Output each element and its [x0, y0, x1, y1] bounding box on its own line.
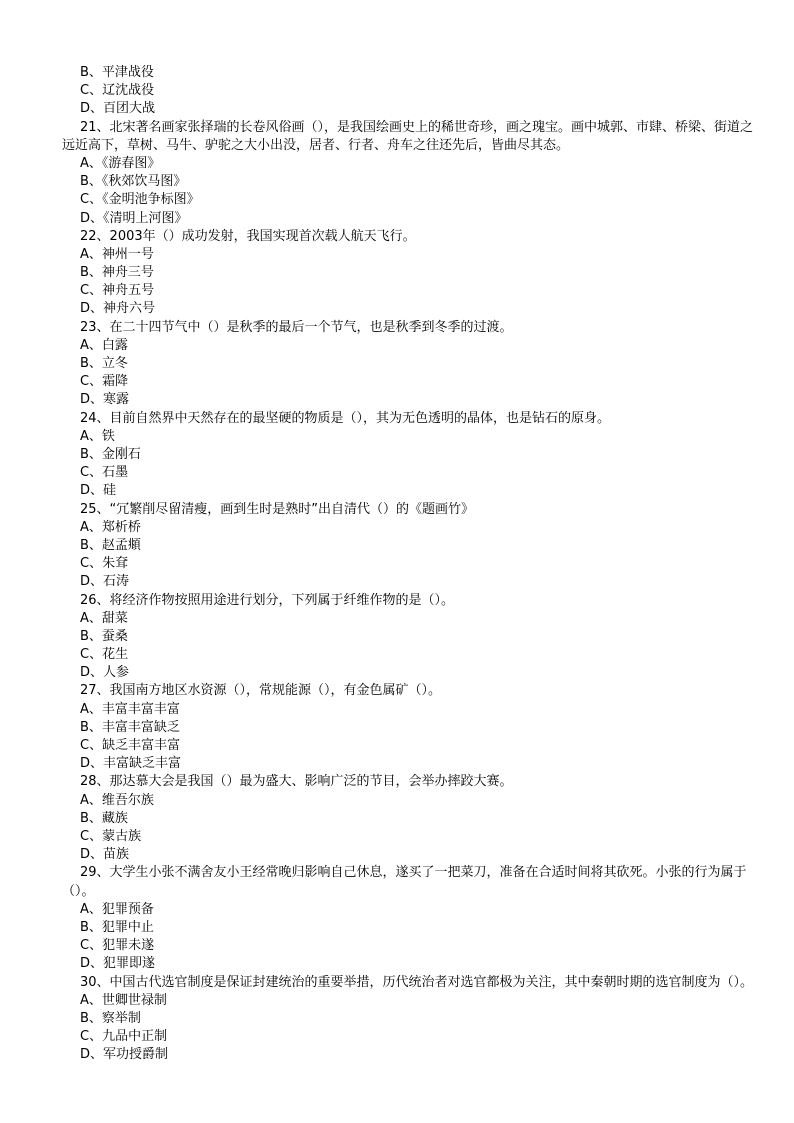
- option-c: C、九品中正制: [80, 1029, 168, 1045]
- option-b: B、立冬: [80, 356, 128, 372]
- option-d: D、人参: [80, 665, 130, 681]
- option-d: D、硅: [80, 483, 117, 499]
- option-b: B、藏族: [80, 810, 128, 826]
- option-d: D、石涛: [80, 574, 130, 590]
- option-a: A、维吾尔族: [80, 792, 154, 808]
- option-b: B、神舟三号: [80, 265, 154, 281]
- question-27: 27、我国南方地区水资源（），常规能源（），有金色属矿（）。: [80, 683, 442, 699]
- option-d: D、苗族: [80, 847, 130, 863]
- option-d: D、丰富缺乏丰富: [80, 756, 182, 772]
- option-c: C、《金明池争标图》: [80, 192, 200, 208]
- option-a: A、丰富丰富丰富: [80, 701, 180, 717]
- option-c: C、神舟五号: [80, 283, 155, 299]
- option-a: A、《游春图》: [80, 155, 161, 171]
- option-c: C、缺乏丰富丰富: [80, 738, 181, 754]
- option-a: A、郑析桥: [80, 519, 141, 535]
- option-c: C、霜降: [80, 374, 129, 390]
- question-24: 24、目前自然界中天然存在的最坚硬的物质是（），其为无色透明的晶体，也是钻石的原身。: [80, 410, 611, 426]
- option-b: B、蚕桑: [80, 628, 128, 644]
- option-c: C、辽沈战役: [80, 83, 155, 99]
- question-29: 29、大学生小张不满舍友小王经常晚归影响自己休息，遂买了一把菜刀，准备在合适时间将其砍死。小张的行为属于（）。: [62, 865, 747, 899]
- option-d: D、神舟六号: [80, 301, 156, 317]
- option-d: D、犯罪即遂: [80, 956, 156, 972]
- option-b: B、察举制: [80, 1010, 141, 1026]
- option-b: B、金刚石: [80, 447, 141, 463]
- option-c: C、花生: [80, 647, 129, 663]
- exam-page: [62, 64, 762, 1065]
- option-d: D、寒露: [80, 392, 130, 408]
- option-c: C、朱耷: [80, 556, 129, 572]
- option-a: A、犯罪预备: [80, 901, 154, 917]
- question-22: 22、2003年（）成功发射，我国实现首次载人航天飞行。: [80, 228, 416, 244]
- option-c: C、蒙古族: [80, 829, 142, 845]
- option-b: B、平津战役: [80, 65, 154, 80]
- option-c: C、石墨: [80, 465, 129, 481]
- option-b: B、《秋郊饮马图》: [80, 174, 187, 190]
- option-a: A、铁: [80, 428, 115, 444]
- option-a: A、神州一号: [80, 246, 154, 262]
- question-30: 30、中国古代选官制度是保证封建统治的重要举措，历代统治者对选官都极为关注，其中秦朝时期的选官制度为（）。: [80, 974, 754, 990]
- option-a: A、甜菜: [80, 610, 128, 626]
- question-26: 26、将经济作物按照用途进行划分，下列属于纤维作物的是（）。: [80, 592, 455, 608]
- question-23: 23、在二十四节气中（）是秋季的最后一个节气，也是秋季到冬季的过渡。: [80, 319, 513, 335]
- question-28: 28、那达慕大会是我国（）最为盛大、影响广泛的节目，会举办摔跤大赛。: [80, 774, 513, 790]
- question-25: 25、“冗繁削尽留清瘦，画到生时是熟时”出自清代（）的《题画竹》: [80, 501, 475, 517]
- option-a: A、世卿世禄制: [80, 992, 167, 1008]
- option-b: B、丰富丰富缺乏: [80, 719, 180, 735]
- option-a: A、白露: [80, 337, 128, 353]
- option-b: B、赵孟頫: [80, 537, 141, 553]
- question-21: 21、北宋著名画家张择瑞的长卷风俗画（），是我国绘画史上的稀世奇珍，画之瑰宝。画中城郭、市肆、桥梁、街道之远近高下，草树、马牛、驴驼之大小出没，居者、行者、舟车之往还先后，皆曲尽其态。: [62, 119, 754, 153]
- option-b: B、犯罪中止: [80, 919, 154, 935]
- option-d: D、《清明上河图》: [80, 210, 188, 226]
- option-d: D、军功授爵制: [80, 1047, 169, 1063]
- option-c: C、犯罪未遂: [80, 938, 155, 954]
- option-d: D、百团大战: [80, 101, 156, 117]
